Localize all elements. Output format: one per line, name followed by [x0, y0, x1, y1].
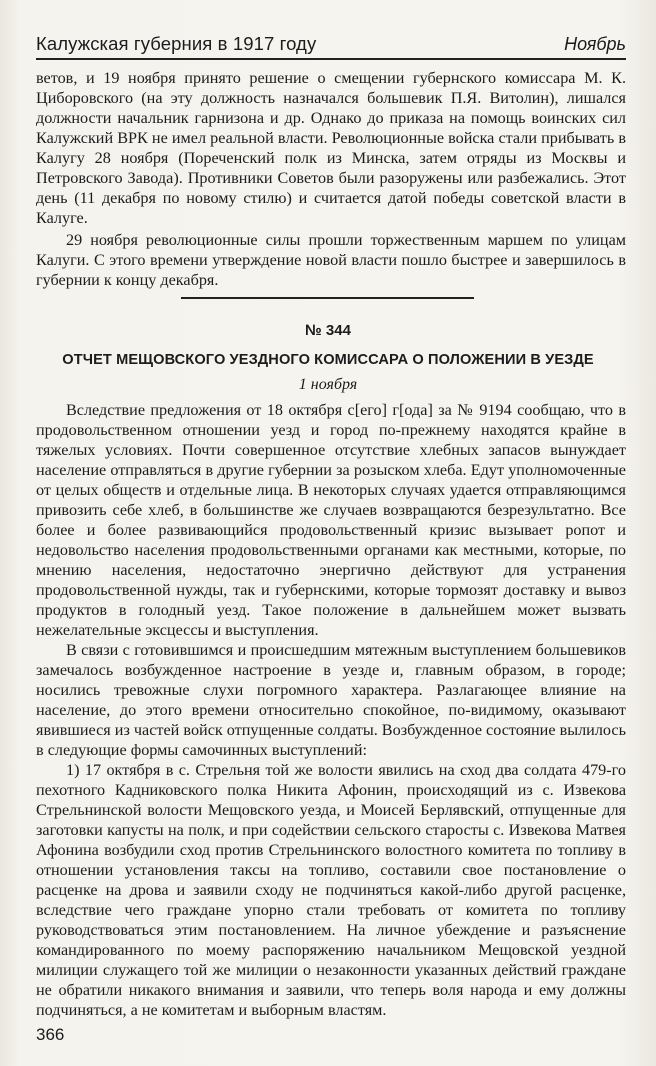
document-paragraph: В связи с готовившимся и происшедшим мятежным выступлением большевиков замечалось возбужденное настроение в уезде и, главным образом, в городе; носились тревожные слухи погромного характера. Разлагающее влияние на население, до этого времени относительно спокойное, по-видимому, оказывают явившиеся из частей войск отпущенные солдаты. Возбужденное состояние вылилось в следующие формы самочинных выступлений:	[36, 641, 626, 759]
document-paragraph: 1) 17 октября в с. Стрельня той же волости явились на сход два солдата 479-го пехотного Кадниковского полка Никита Афонин, происходящий из с. Извекова Стрельнинской волости Мещовского уезда, и Моисей Берлявский, отпущенные для заготовки капусты на полк, и при содействии сельского старосты с. Извекова Матвея Афонина возбудили сход против Стрельнинского волостного комитета по топливу в отношении установления таксы на топливо, составили свое постановление о расценке на дрова и заявили сходу не подчиняться какой-либо другой расценке, вследствие чего граждане упорно стали требовать от комитета по топливу руководствоваться этим постановлением. На личное убеждение и разъяснение командированного по моему распоряжению начальником Мещовской уездной милиции служащего той же милиции о незаконности указанных действий граждане не обратили никакого внимания и заявили, что теперь воля народа и ему должны подчиняться, а не комитетам и выборным властям.	[36, 761, 626, 1019]
document-paragraph: Вследствие предложения от 18 октября с[его] г[ода] за № 9194 сообщаю, что в продовольственном отношении уезд и город по-прежнему находятся крайне в тяжелых условиях. Почти совершенное отсутствие хлебных запасов вынуждает население отправляться в другие губернии за розыском хлеба. Едут уполномоченные от целых обществ и отдельные лица. В некоторых случаях удается отправляющимся привозить себе хлеб, в большинстве же случаев возвращаются безрезультатно. Все более и более развивающийся продовольственный кризис вызывает ропот и недовольство населения продовольственными органами как местными, которые, по мнению населения, недостаточно энергично действуют для устранения продовольственной нужды, так и губернскими, которые тормозят доставку и вывоз продуктов в голодный уезд. Такое положение в дальнейшем может вызвать нежелательные эксцессы и выступления.	[36, 401, 626, 639]
running-header-title: Калужская губерния в 1917 году	[36, 33, 317, 54]
intro-paragraph: 29 ноября революционные силы прошли торжественным маршем по улицам Калуги. С этого времени утверждение новой власти пошло быстрее и завершилось в губернии к концу декабря.	[36, 231, 626, 289]
intro-text-continued	[36, 230, 626, 290]
document-date: 1 ноября	[298, 376, 358, 393]
intro-paragraph: ветов, и 19 ноября принято решение о смещении губернского комиссара М. К. Циборовского (на эту должность назначался большевик П.Я. Витолин), лишался должности начальник гарнизона и др. Однако до приказа на помощь воинских сил Калужский ВРК не имел реальной власти. Революционные войска стали прибывать в Калугу 28 ноября (Пореченский полк из Минска, затем отряды из Москвы и Петровского Завода). Противники Советов были разоружены или разбежались. Этот день (11 декабря по новому стилю) и считается датой победы советской власти в Калуге.	[36, 69, 626, 227]
document-title: ОТЧЕТ МЕЩОВСКОГО УЕЗДНОГО КОМИССАРА О ПОЛОЖЕНИИ В УЕЗДЕ	[62, 352, 594, 368]
page-number: 366	[36, 1025, 65, 1044]
intro-text	[36, 68, 626, 228]
section-divider	[181, 297, 474, 299]
document-body	[36, 400, 626, 1020]
document-number: № 344	[305, 322, 351, 339]
running-header-month: Ноябрь	[564, 34, 626, 54]
running-header	[36, 32, 626, 60]
